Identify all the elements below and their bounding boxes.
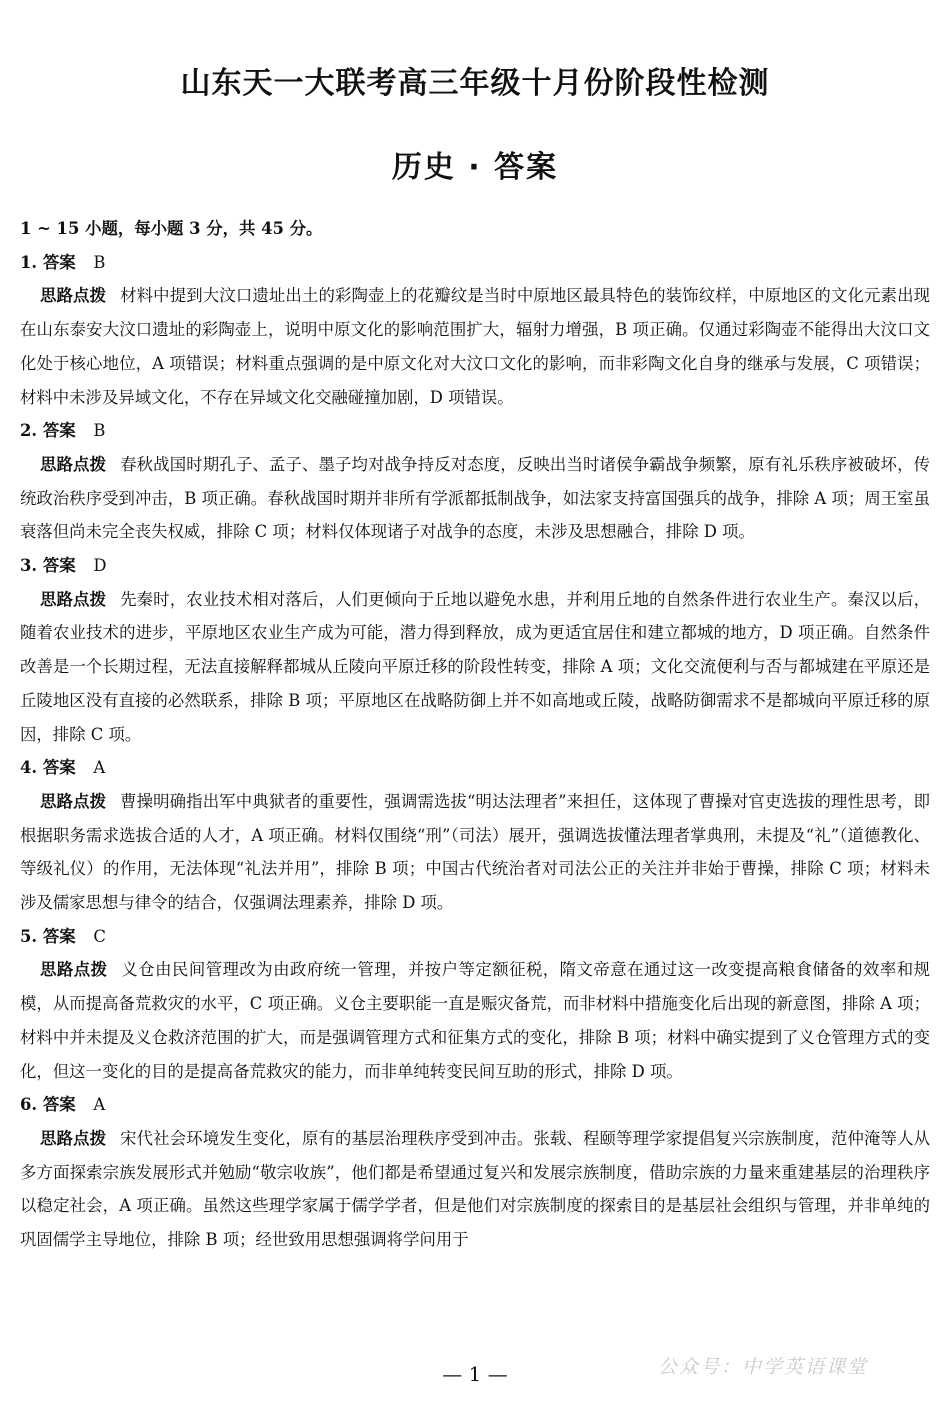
question-analysis (20, 279, 930, 414)
analysis-text: 春秋战国时期孔子、孟子、墨子均对战争持反对态度，反映出当时诸侯争霸战争频繁，原有礼乐秩序被破坏，传统政治秩序受到冲击，B 项正确。春秋战国时期并非所有学派都抵制战争，如法家支持富国强兵的战争，排除 A 项；周王室虽衰落但尚未完全丧失权威，排除 C 项；材料仅体现诸子对战争的态度，未涉及思想融合，排除 D 项。 (20, 454, 930, 542)
answer-value: A (93, 1095, 106, 1115)
question-answer-line (20, 751, 930, 785)
question-number: 2. (20, 421, 43, 441)
answer-label: 答案 (42, 252, 76, 272)
answer-label: 答案 (42, 926, 76, 946)
analysis-label: 思路点拨 (40, 960, 108, 980)
answer-label: 答案 (42, 421, 76, 441)
answer-label: 答案 (42, 556, 76, 576)
analysis-text: 义仓由民间管理改为由政府统一管理，并按户等定额征税，隋文帝意在通过这一改变提高粮食储备的效率和规模，从而提高备荒救灾的水平，C 项正确。义仓主要职能一直是赈灾备荒，而非材料中措施变化后出现的新意图，排除 A 项；材料中并未提及义仓救济范围的扩大，而是强调管理方式和征集方式的变化，排除 B 项；材料中确实提到了义仓管理方式的变化，但这一变化的目的是提高备荒救灾的能力，而非单纯转变民间互助的形式，排除 D 项。 (20, 960, 930, 1081)
question-analysis (20, 785, 930, 920)
analysis-label: 思路点拨 (40, 1128, 107, 1148)
analysis-label: 思路点拨 (40, 286, 107, 306)
question-number: 4. (20, 758, 43, 778)
question-analysis (20, 953, 930, 1088)
question-answer-line (20, 246, 930, 280)
answer-value: B (93, 421, 106, 441)
answer-label: 答案 (42, 758, 76, 778)
scoring-intro: 1 ~ 15 小题，每小题 3 分，共 45 分。 (20, 219, 323, 238)
analysis-text: 材料中提到大汶口遗址出土的彩陶壶上的花瓣纹是当时中原地区最具特色的装饰纹样，中原地区的文化元素出现在山东泰安大汶口遗址的彩陶壶上，说明中原文化的影响范围扩大，辐射力增强，B 项正确。仅通过彩陶壶不能得出大汶口文化处于核心地位，A 项错误；材料重点强调的是中原文化对大汶口文化的影响，而非彩陶文化自身的继承与发展，C 项错误；材料中未涉及异域文化，不存在异域文化交融碰撞加剧，D 项错误。 (20, 286, 930, 407)
question-analysis (20, 583, 930, 752)
answer-value: B (93, 252, 106, 272)
question-answer-line (20, 1088, 930, 1122)
analysis-text: 先秦时，农业技术相对落后，人们更倾向于丘地以避免水患，并利用丘地的自然条件进行农业生产。秦汉以后，随着农业技术的进步，平原地区农业生产成为可能，潜力得到释放，成为更适宜居住和建立都城的地方，D 项正确。自然条件改善是一个长期过程，无法直接解释都城从丘陵向平原迁移的阶段性转变，排除 A 项；文化交流便利与否与都城建在平原还是丘陵地区没有直接的必然联系，排除 B 项；平原地区在战略防御上并不如高地或丘陵，战略防御需求不是都城向平原迁移的原因，排除 C 项。 (20, 589, 930, 744)
question-number: 3. (20, 556, 43, 576)
answer-value: A (93, 758, 106, 778)
analysis-label: 思路点拨 (40, 589, 107, 609)
question-answer-line (20, 414, 930, 448)
question-number: 6. (20, 1095, 43, 1115)
answer-content (20, 212, 930, 1257)
watermark: 公众号：中学英语课堂 (658, 1356, 869, 1378)
question-answer-line (20, 920, 930, 954)
document-subtitle: 历史 · 答案 (391, 150, 559, 185)
answer-label: 答案 (42, 1095, 76, 1115)
question-answer-line (20, 549, 930, 583)
document-title: 山东天一大联考高三年级十月份阶段性检测 (180, 66, 770, 101)
analysis-text: 曹操明确指出军中典狱者的重要性，强调需选拔“明达法理者”来担任，这体现了曹操对官吏选拔的理性思考，即根据职务需求选拔合适的人才，A 项正确。材料仅围绕“刑”（司法）展开，强调选拔懂法理者掌典刑，未提及“礼”（道德教化、等级礼仪）的作用，无法体现“礼法并用”，排除 B 项；中国古代统治者对司法公正的关注并非始于曹操，排除 C 项；材料未涉及儒家思想与律令的结合，仅强调法理素养，排除 D 项。 (20, 791, 930, 913)
question-number: 1. (20, 252, 43, 272)
answer-value: C (93, 926, 106, 946)
analysis-label: 思路点拨 (40, 791, 107, 811)
answer-value: D (93, 556, 107, 576)
analysis-text: 宋代社会环境发生变化，原有的基层治理秩序受到冲击。张载、程颐等理学家提倡复兴宗族制度，范仲淹等人从多方面探索宗族发展形式并勉励“敬宗收族”，他们都是希望通过复兴和发展宗族制度，借助宗族的力量来重建基层的治理秩序以稳定社会，A 项正确。虽然这些理学家属于儒学学者，但是他们对宗族制度的探索目的是基层社会组织与管理，并非单纯的巩固儒学主导地位，排除 B 项；经世致用思想强调将学问用于 (20, 1128, 930, 1250)
page-number: — 1 — (442, 1362, 508, 1386)
question-analysis (20, 448, 930, 549)
analysis-label: 思路点拨 (40, 454, 107, 474)
question-analysis (20, 1122, 930, 1257)
question-number: 5. (20, 926, 43, 946)
question-list (20, 246, 930, 1257)
